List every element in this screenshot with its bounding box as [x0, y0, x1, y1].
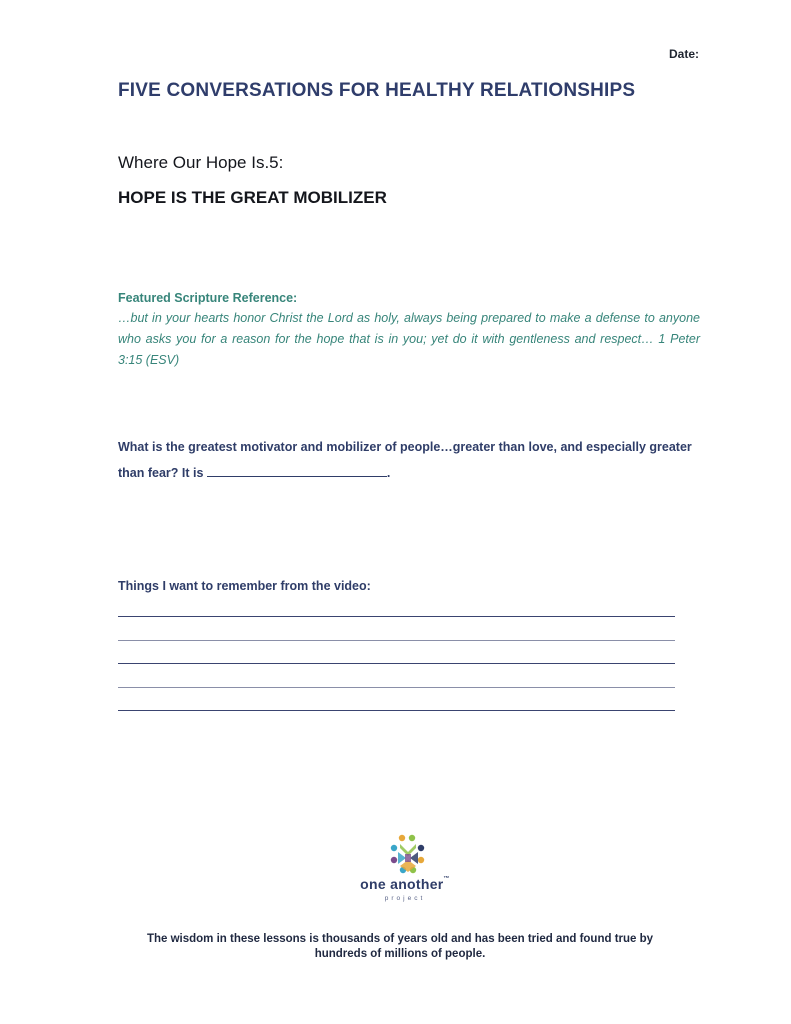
lesson-title: HOPE IS THE GREAT MOBILIZER	[118, 188, 387, 207]
brand-name: one another™	[360, 876, 450, 892]
note-line[interactable]	[118, 616, 675, 617]
notes-heading: Things I want to remember from the video:	[118, 579, 371, 593]
question-text-after: .	[386, 466, 391, 480]
footer-text: The wisdom in these lessons is thousands of years old and has been tried and found true by hundreds of millions of people.	[146, 933, 654, 960]
lesson-subtitle: Where Our Hope Is.5:	[118, 153, 284, 172]
brand-subname: project	[384, 895, 426, 902]
scripture-heading: Featured Scripture Reference:	[118, 291, 298, 305]
page-title: FIVE CONVERSATIONS FOR HEALTHY RELATIONSHIPS	[118, 80, 636, 101]
note-line[interactable]	[118, 640, 675, 641]
scripture-text: …but in your hearts honor Christ the Lord as holy, always being prepared to make a defense to anyone who asks you for a reason for the hope that is in you; yet do it with gentleness and respect… 1 Peter 3:15 (ESV)	[118, 311, 700, 367]
question-text	[118, 434, 718, 486]
question-text-before: What is the greatest motivator and mobilizer of people…greater than love, and especially greater than fear? It is	[118, 440, 692, 480]
people-cluster-logo-icon	[378, 832, 438, 882]
note-line[interactable]	[118, 687, 675, 688]
note-line[interactable]	[118, 663, 675, 664]
note-line[interactable]	[118, 710, 675, 711]
date-label: Date:	[668, 47, 699, 61]
answer-blank[interactable]	[207, 464, 387, 477]
